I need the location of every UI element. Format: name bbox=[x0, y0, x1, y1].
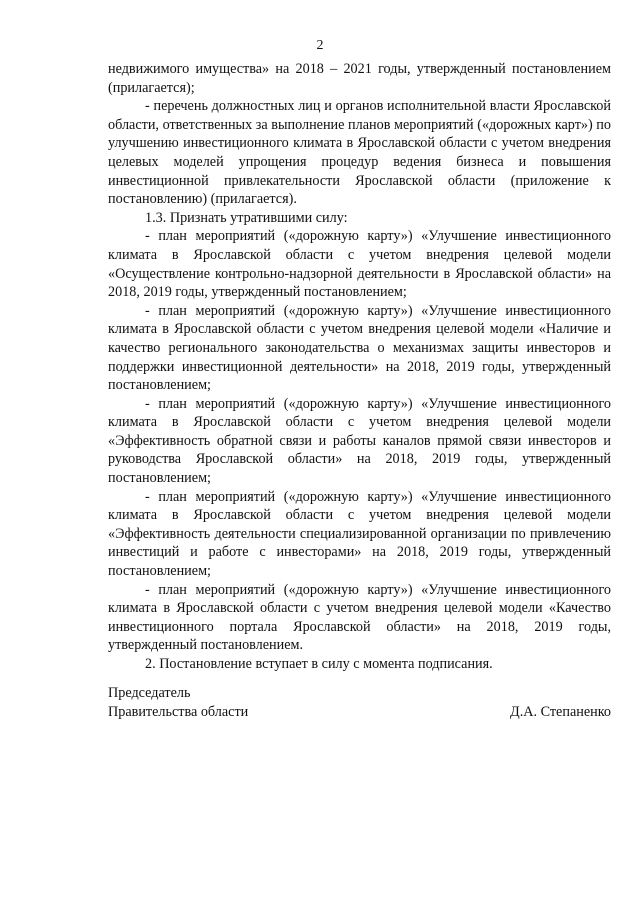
paragraph-plan-portal: - план мероприятий («дорожную карту») «Улучшение инвестиционного климата в Ярославской области с учетом внедрения целевой модели «Качество инвестиционного портала Ярославской области» на 2018, 2019 годы, утвержденный постановлением. bbox=[108, 581, 611, 654]
signer-title-line2: Правительства области bbox=[108, 703, 249, 720]
paragraph-clause-2: 2. Постановление вступает в силу с момента подписания. bbox=[145, 656, 493, 672]
paragraph-plan-legislation: - план мероприятий («дорожную карту») «Улучшение инвестиционного климата в Ярославской области с учетом внедрения целевой модели «Наличие и качество регионального законодательства о механизмах защиты инвесторов и поддержки инвестиционной деятельности» на 2018, 2019 годы, утвержденный постановлением; bbox=[108, 302, 611, 394]
paragraph-plan-control: - план мероприятий («дорожную карту») «Улучшение инвестиционного климата в Ярославской области с учетом внедрения целевой модели «Осуществление контрольно-надзорной деятельности в Ярославской области» на 2018, 2019 годы, утвержденный постановлением; bbox=[108, 228, 611, 301]
signer-title-line1: Председатель bbox=[108, 685, 191, 701]
paragraph-plan-feedback: - план мероприятий («дорожную карту») «Улучшение инвестиционного климата в Ярославской области с учетом внедрения целевой модели «Эффективность обратной связи и работы каналов прямой связи инвесторов и руководства Ярославской области» на 2018, 2019 годы, утвержденный постановлением; bbox=[108, 395, 611, 487]
paragraph-plan-organization: - план мероприятий («дорожную карту») «Улучшение инвестиционного климата в Ярославской области с учетом внедрения целевой модели «Эффективность деятельности специализированной организации по привлечению инвестиций и работе с инвесторами» на 2018, 2019 годы, утвержденный постановлением; bbox=[108, 488, 611, 580]
page-number: 2 bbox=[316, 38, 324, 53]
paragraph-continuation: недвижимого имущества» на 2018 – 2021 годы, утвержденный постановлением (прилагается); bbox=[108, 61, 611, 96]
document-body bbox=[108, 60, 611, 674]
signature-row bbox=[108, 703, 611, 722]
paragraph-officials-list: - перечень должностных лиц и органов исполнительной власти Ярославской области, ответственных за выполнение планов мероприятий («дорожных карт») по улучшению инвестиционного климата в Ярославской области с учетом внедрения целевых моделей упрощения процедур ведения бизнеса и повышения инвестиционной привлекательности Ярославской области (приложение к постановлению) (прилагается). bbox=[108, 98, 611, 208]
signature-block bbox=[108, 684, 611, 721]
signer-name: Д.А. Степаненко bbox=[510, 703, 611, 720]
paragraph-clause-1-3: 1.3. Признать утратившими силу: bbox=[145, 209, 348, 226]
